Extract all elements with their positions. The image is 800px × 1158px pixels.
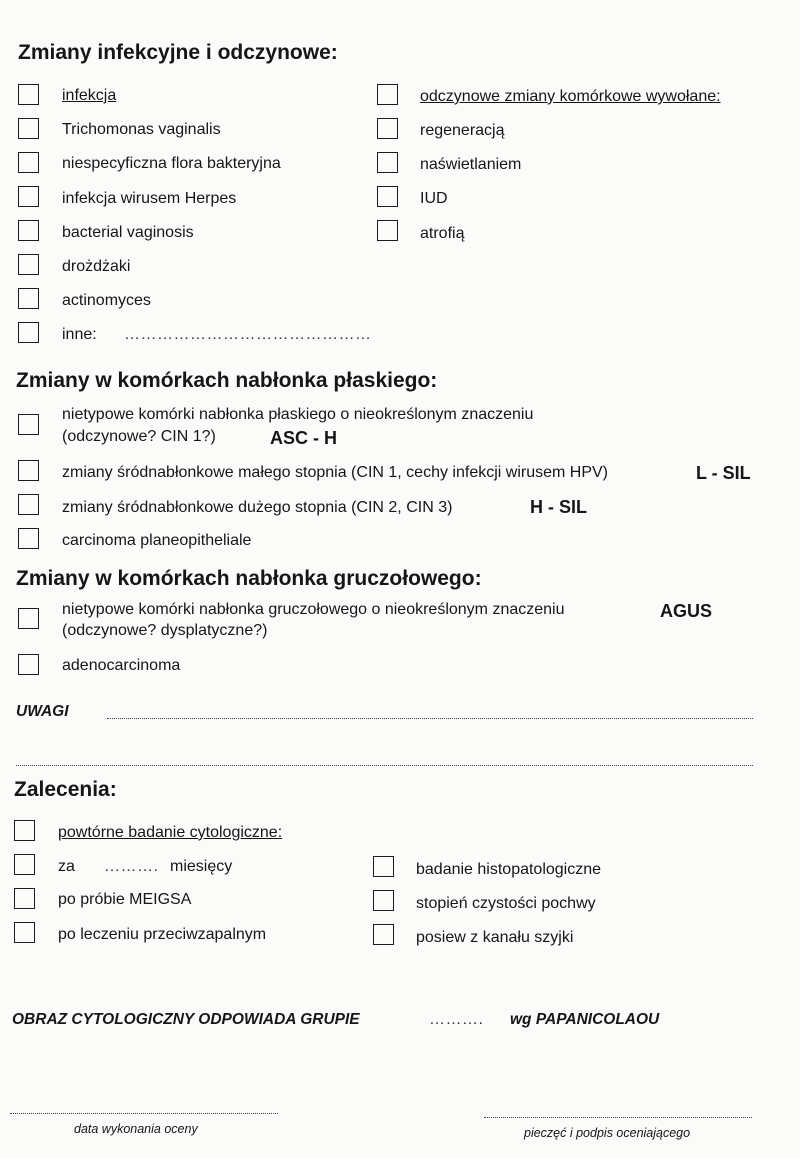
checkbox-infekcja[interactable] [18, 84, 39, 105]
label-inne: inne: [62, 326, 97, 343]
checkbox-hsil[interactable] [18, 494, 39, 515]
checkbox-za[interactable] [14, 854, 35, 875]
checkbox-actinomyces[interactable] [18, 288, 39, 309]
checkbox-iud[interactable] [377, 186, 398, 207]
label-flora: niespecyficzna flora bakteryjna [62, 155, 281, 172]
inne-fill-line[interactable]: ……………………………………… [124, 326, 372, 343]
checkbox-reactive[interactable] [377, 84, 398, 105]
label-regeneracja: regeneracją [420, 122, 505, 139]
section-title-squamous: Zmiany w komórkach nabłonka płaskiego: [16, 369, 438, 392]
section-title-recommendations: Zalecenia: [14, 778, 117, 801]
label-reactive: odczynowe zmiany komórkowe wywołane: [420, 88, 721, 105]
checkbox-agus[interactable] [18, 608, 39, 629]
label-hsil: zmiany śródnabłonkowe dużego stopnia (CIN 2, CIN 3) [62, 499, 453, 516]
label-after-treatment: po leczeniu przeciwzapalnym [58, 926, 267, 943]
checkbox-regeneracja[interactable] [377, 118, 398, 139]
checkbox-drozdzaki[interactable] [18, 254, 39, 275]
label-purity: stopień czystości pochwy [416, 895, 596, 912]
label-asch-line2: (odczynowe? CIN 1?) [62, 428, 216, 445]
stamp-line[interactable] [484, 1117, 752, 1118]
checkbox-herpes[interactable] [18, 186, 39, 207]
label-asch-line1: nietypowe komórki nabłonka płaskiego o nieokreślonym znaczeniu [62, 406, 534, 423]
label-drozdzaki: drożdżaki [62, 258, 131, 275]
label-bv: bacterial vaginosis [62, 224, 194, 241]
checkbox-flora[interactable] [18, 152, 39, 173]
label-naswietlanie: naświetlaniem [420, 156, 522, 173]
checkbox-meigs[interactable] [14, 888, 35, 909]
label-lsil: zmiany śródnabłonkowe małego stopnia (CIN 1, cechy infekcji wirusem HPV) [62, 464, 608, 481]
section-title-glandular: Zmiany w komórkach nabłonka gruczołowego: [16, 567, 482, 590]
checkbox-atrofia[interactable] [377, 220, 398, 241]
label-atrofia: atrofią [420, 225, 465, 242]
result-suffix: wg PAPANICOLAOU [510, 1011, 660, 1028]
section-title-infections: Zmiany infekcyjne i odczynowe: [18, 41, 338, 64]
label-adenocarcinoma: adenocarcinoma [62, 657, 181, 674]
checkbox-naswietlanie[interactable] [377, 152, 398, 173]
result-prefix: OBRAZ CYTOLOGICZNY ODPOWIADA GRUPIE [12, 1011, 360, 1028]
date-label: data wykonania oceny [74, 1122, 198, 1136]
label-infekcja: infekcja [62, 87, 117, 104]
remarks-label: UWAGI [16, 703, 69, 720]
checkbox-bv[interactable] [18, 220, 39, 241]
label-agus-line2: (odczynowe? dysplatyczne?) [62, 622, 268, 639]
remarks-line-1[interactable] [107, 718, 753, 719]
checkbox-adenocarcinoma[interactable] [18, 654, 39, 675]
label-za: za [58, 858, 75, 875]
months-fill[interactable]: ………. [104, 858, 159, 875]
code-asch: ASC - H [270, 428, 337, 448]
checkbox-histo[interactable] [373, 856, 394, 877]
label-trichomonas: Trichomonas vaginalis [62, 121, 221, 138]
label-agus-line1: nietypowe komórki nabłonka gruczołowego o nieokreślonym znaczeniu [62, 601, 565, 618]
checkbox-carcinoma[interactable] [18, 528, 39, 549]
checkbox-lsil[interactable] [18, 460, 39, 481]
label-iud: IUD [420, 190, 448, 207]
checkbox-inne[interactable] [18, 322, 39, 343]
date-line[interactable] [10, 1113, 278, 1114]
label-histo: badanie histopatologiczne [416, 861, 602, 878]
label-repeat: powtórne badanie cytologiczne: [58, 824, 283, 841]
code-agus: AGUS [660, 601, 713, 621]
checkbox-trichomonas[interactable] [18, 118, 39, 139]
stamp-label: pieczęć i podpis oceniającego [524, 1126, 691, 1140]
checkbox-asch[interactable] [18, 414, 39, 435]
checkbox-after-treatment[interactable] [14, 922, 35, 943]
checkbox-purity[interactable] [373, 890, 394, 911]
checkbox-repeat[interactable] [14, 820, 35, 841]
label-herpes: infekcja wirusem Herpes [62, 190, 237, 207]
label-actinomyces: actinomyces [62, 292, 151, 309]
code-lsil: L - SIL [696, 463, 751, 483]
remarks-line-2[interactable] [16, 765, 753, 766]
label-meigs: po próbie MEIGSA [58, 891, 192, 908]
label-months: miesięcy [170, 858, 233, 875]
label-swab: posiew z kanału szyjki [416, 929, 574, 946]
code-hsil: H - SIL [530, 497, 587, 517]
group-fill[interactable]: ………. [429, 1011, 484, 1028]
checkbox-swab[interactable] [373, 924, 394, 945]
label-carcinoma: carcinoma planeopitheliale [62, 532, 252, 549]
